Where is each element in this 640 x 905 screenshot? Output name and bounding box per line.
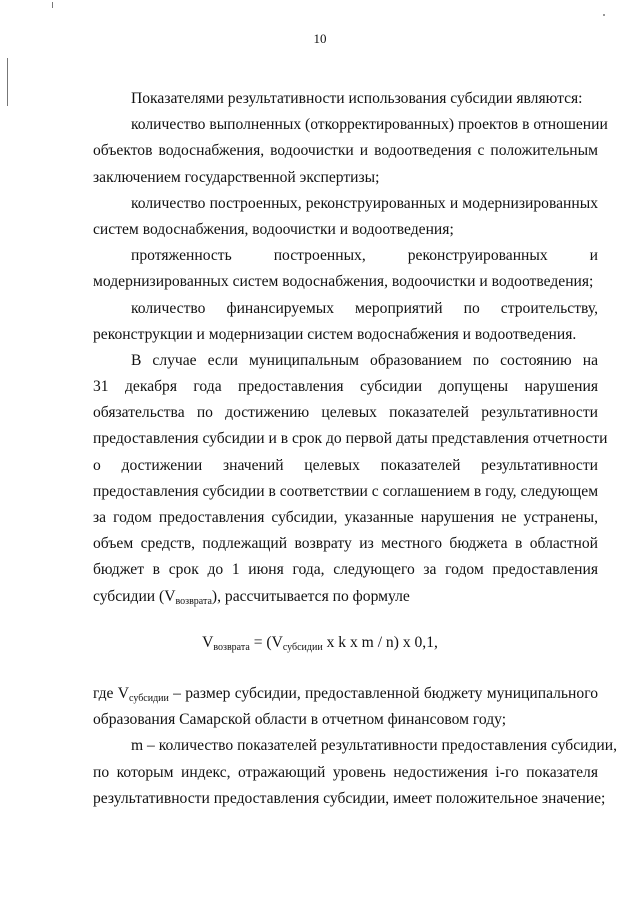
text-line: предоставления субсидии и в срок до первой даты представления отчетности [93,430,608,448]
text-line: протяженность построенных, реконструированных и [131,247,598,265]
formula-sub-subsidy: субсидии [282,642,323,653]
text-line: предоставления субсидии в соответствии с соглашением в году, следующем [93,482,599,500]
formula-sub-return: возврата [213,642,250,653]
text-line [93,681,598,707]
text-line: m – количество показателей результативности предоставления субсидии, [131,737,618,755]
scan-mark [7,58,8,106]
text-line-part: ), рассчитывается по формуле [211,587,410,605]
text-line: 31 декабря года предоставления субсидии допущены нарушения [93,378,598,396]
text-line-subscript: возврата [175,595,212,607]
text-line: Показателями результативности использования субсидии являются: [131,90,583,107]
formula-v: V [202,634,214,651]
body-text-lower [93,681,618,812]
body-text-upper [93,86,608,610]
text-line: количество выполненных (откорректированных) проектов в отношении [131,116,608,134]
text-line: объем средств, подлежащий возврату из местного бюджета в областной [93,535,598,553]
text-line: количество финансируемых мероприятий по строительству, [131,299,598,317]
text-line: объектов водоснабжения, водоочистки и водоотведения с положительным [93,142,598,160]
text-line: систем водоснабжения, водоочистки и водоотведения; [93,220,454,238]
text-line: обязательства по достижению целевых показателей результативности [93,404,598,422]
text-line-part: где V [93,685,130,702]
text-line: результативности предоставления субсидии, имеет положительное значение; [93,789,606,807]
text-line [93,584,598,610]
formula-mid: = (V [249,634,283,651]
text-line: модернизированных систем водоснабжения, водоочистки и водоотведения; [93,273,594,291]
text-line-part: – размер субсидии, предоставленной бюджету муниципального [168,685,598,702]
text-line: В случае если муниципальным образованием по состоянию на [131,351,598,369]
text-line: реконструкции и модернизации систем водоснабжения и водоотведения. [93,325,577,343]
text-line: заключением государственной экспертизы; [93,168,380,186]
text-line-part: субсидии (V [93,587,176,605]
text-line: о достижении значений целевых показателей результативности [93,456,598,474]
text-line: бюджет в срок до 1 июня года, следующего за годом предоставления [93,561,598,579]
text-line: количество построенных, реконструированных и модернизированных [131,194,598,212]
page-number: 10 [313,31,327,46]
formula-rest: x k x m / n) x 0,1, [322,634,438,651]
scan-mark [52,2,53,8]
scan-mark [603,14,605,16]
text-line-subscript: субсидии [129,693,169,704]
text-line: за годом предоставления субсидии, указанные нарушения не устранены, [93,509,598,526]
formula [0,634,640,652]
text-line: по которым индекс, отражающий уровень недостижения i-го показателя [93,763,598,781]
text-line: образования Самарской области в отчетном финансовом году; [93,711,507,729]
